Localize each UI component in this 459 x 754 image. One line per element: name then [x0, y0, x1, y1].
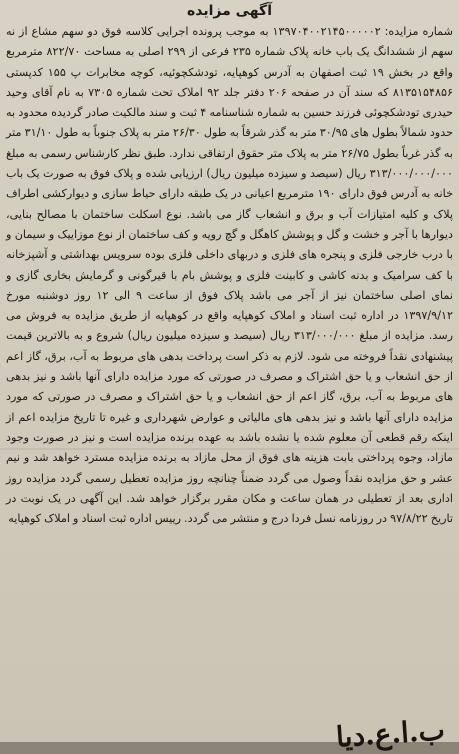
signature-scribble: ب.ا.ع.دیا [335, 713, 447, 754]
notice-body [6, 22, 453, 529]
notice-paragraph: شماره مزایده: ۱۳۹۷۰۴۰۰۲۱۴۵۰۰۰۰۰۲ به موجب پرونده اجرایی کلاسه فوق دو سهم مشاع از نه سهم از ششدانگ یک باب خانه پلاک شماره ۲۳۵ فرعی از ۲۹۹ اصلی به مساحت ۸۲۲/۷۰ مترمربع واقع در بخش ۱۹ ثبت اصفهان به آدرس کوهپایه، تودشکچوئیه، کوچه مخابرات پ ۱۵۵ کدپستی ۸۱۳۵۱۵۴۸۵۶ که سند آن در صفحه ۲۰۶ دفتر جلد ۹۲ املاک تحت شماره ۷۳۰۵ به نام آقای وحید حیدری تودشکچوئی فرزند حسین به شماره شناسنامه ۴ ثبت و سند مالکیت صادر گردیده محدود به حدود شمالاً بطول های ۳۰/۹۵ متر به گذر شرقاً به طول ۲۶/۳۰ متر به پلاک جنوباً به طول ۳۱/۱۰ متر به گذر غرباً بطول ۲۶/۷۵ متر به پلاک متر حقوق ارتفاقی ندارد. طبق نظر کارشناس رسمی به مبلغ ۳۱۳/۰۰۰/۰۰۰/۰۰۰ ریال (سیصد و سیزده میلیون ریال) ارزیابی شده و پلاک فوق به صورت یک باب خانه به آدرس فوق دارای ۱۹۰ مترمربع اعیانی در یک طبقه دارای حیاط سازی و دیوارکشی اطراف پلاک و کلیه امتیازات آب و برق و انشعاب گاز می باشد. نوع اسکلت ساختمان با مصالح بنایی، دیوارها با آجر و خشت و گل و پوشش کاهگل و گچ رویه و کف ساختمان از نوع موزاییک و سیمان و با درب خارجی فلزی و پنجره های فلزی و دربهای داخلی فلزی بوده سرویس بهداشتی و آشپزخانه با کف سرامیک و بدنه کاشی و کابینت فلزی و پوشش بام با قیرگونی و گرمایش بخاری گازی و نمای اصلی ساختمان نیز از آجر می باشد پلاک فوق از ساعت ۹ الی ۱۲ روز دوشنبه مورخ ۱۳۹۷/۹/۱۲ در اداره ثبت اسناد و املاک کوهپایه واقع در کوهپایه از طریق مزایده به فروش می رسد. مزایده از مبلغ ۳۱۳/۰۰۰/۰۰۰ ریال (سیصد و سیزده میلیون ریال) شروع و به بالاترین قیمت پیشنهادی نقداً فروخته می شود. لازم به ذکر است پرداخت بدهی های مربوط به آب، برق، گاز اعم از حق انشعاب و یا حق اشتراک و مصرف در صورتی که مورد مزایده دارای آنها باشد و نیز بدهی های مربوط به آب، برق، گاز اعم از حق انشعاب و یا حق اشتراک و مصرف در صورتی که مورد مزایده دارای آنها باشد و نیز بدهی های مالیاتی و عوارض شهرداری و غیره تا تاریخ مزایده اعم از اینکه رقم قطعی آن معلوم شده یا نشده باشد به عهده برنده مزایده است و نیز در صورت وجود مازاد، وجوه پرداختی بابت هزینه های فوق از محل مازاد به برنده مزایده مسترد خواهد شد و نیم عشر و حق مزایده نقداً وصول می گردد ضمناً چنانچه روز مزایده تعطیل رسمی گردد مزایده روز اداری بعد از تعطیلی در همان ساعت و مکان مقرر برگزار خواهد شد. این آگهی در یک نوبت در تاریخ ۹۷/۸/۲۲ در روزنامه نسل فردا درج و منتشر می گردد. رییس اداره ثبت اسناد و املاک کوهپایه [6, 25, 454, 526]
notice-title: آگهی مزایده [186, 3, 272, 19]
paper-fold-line [0, 448, 459, 450]
